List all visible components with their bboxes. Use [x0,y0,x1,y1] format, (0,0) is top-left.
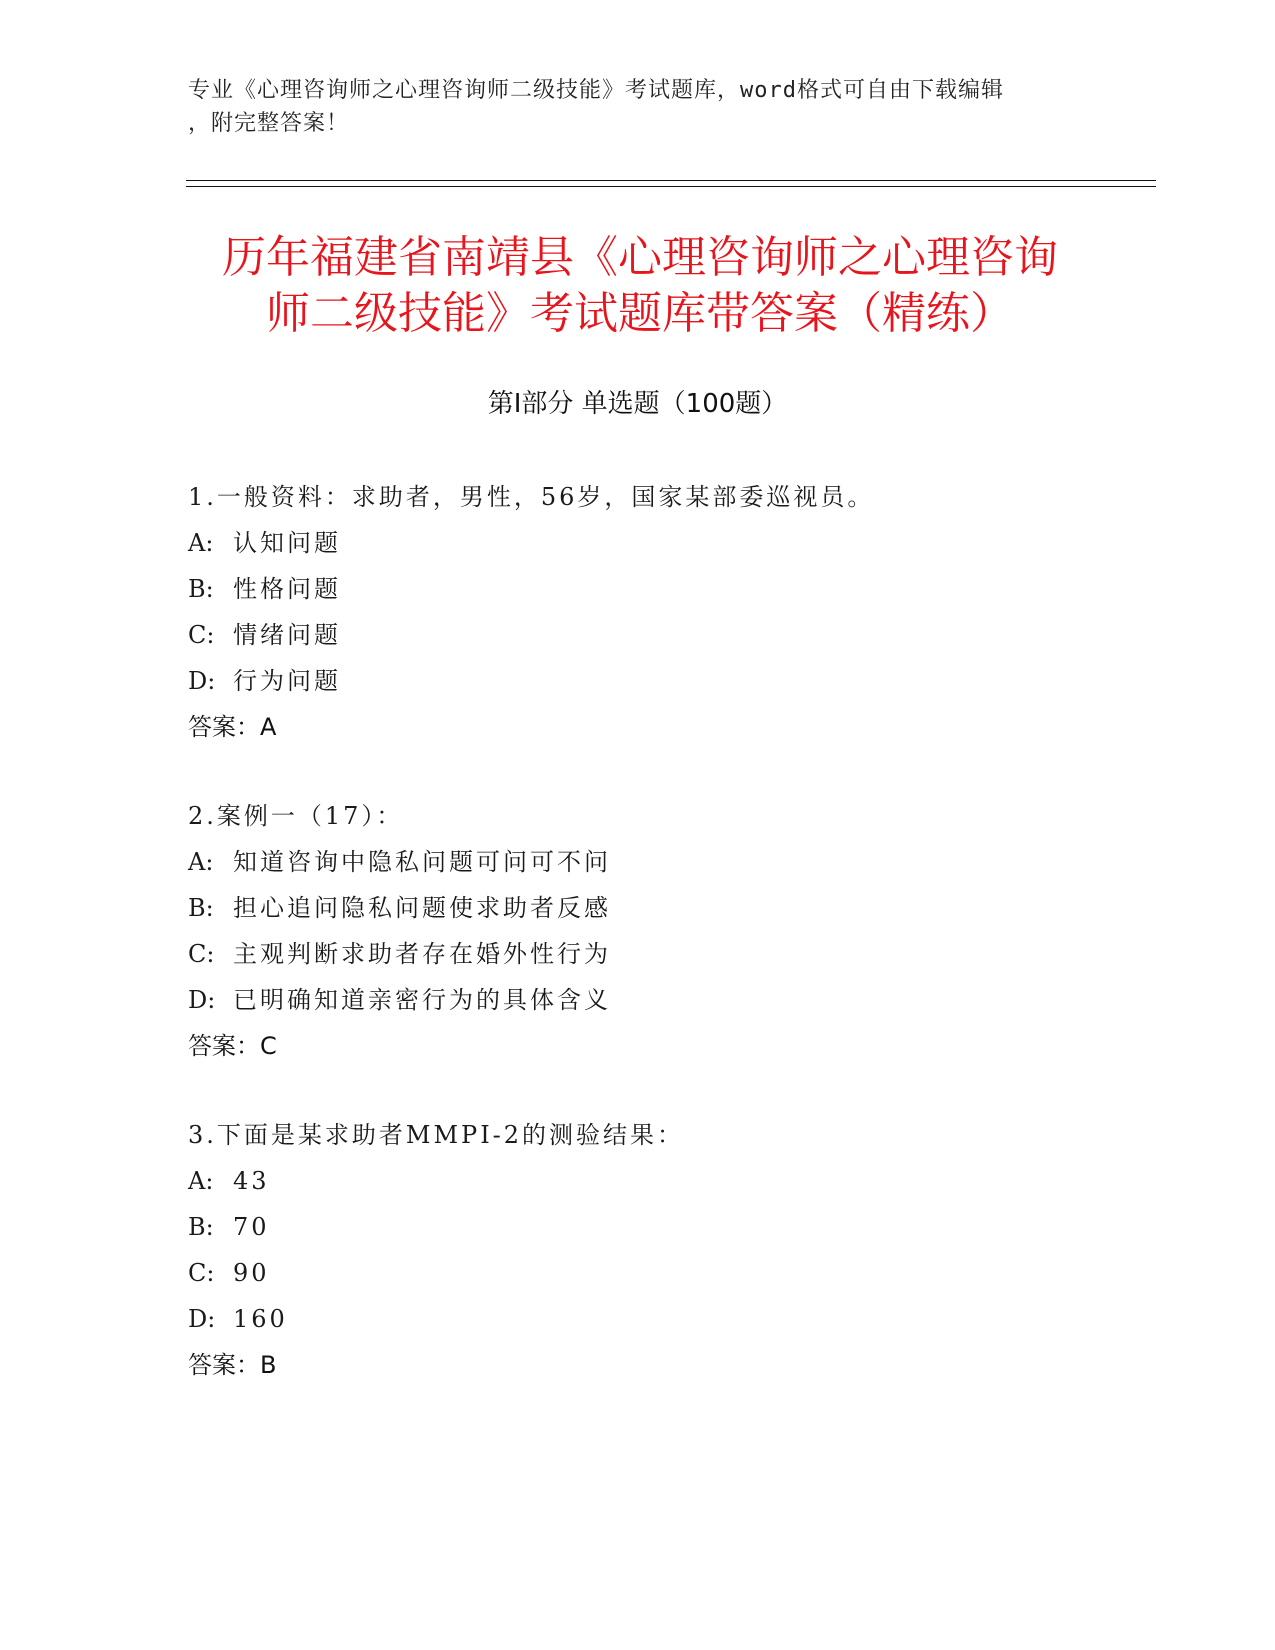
option-key: A: [188,848,214,876]
answer: 答案：C [188,1032,277,1060]
question-stem: 1.一般资料：求助者，男性，56岁，国家某部委巡视员。 [188,483,875,511]
option-key: D: [188,986,216,1014]
option-key: A: [188,1167,214,1195]
option-d [188,977,1088,1023]
answer: 答案：A [188,713,277,741]
header-note-line-1: 专业《心理咨询师之心理咨询师二级技能》考试题库，word格式可自由下载编辑 [188,78,1004,103]
header-divider-bottom [186,186,1156,187]
option-text: 90 [233,1259,270,1287]
option-d [188,1296,1088,1342]
option-a [188,839,1088,885]
option-key: A: [188,529,214,557]
option-text: 43 [233,1167,270,1195]
option-text: 情绪问题 [233,621,341,649]
option-text: 性格问题 [233,575,341,603]
option-key: D: [188,667,216,695]
option-text: 担心追问隐私问题使求助者反感 [233,894,611,922]
document-title-line-2: 师二级技能》考试题库带答案（精练） [266,288,1014,339]
question-stem: 3.下面是某求助者MMPI-2的测验结果： [188,1121,685,1149]
option-key: B: [188,575,214,603]
option-key: C: [188,621,215,649]
question-stem: 2.案例一（17）： [188,802,404,830]
question-3 [188,1112,1088,1388]
option-key: B: [188,1213,214,1241]
option-c [188,931,1088,977]
option-key: C: [188,940,215,968]
option-a [188,1158,1088,1204]
document-title [190,230,1090,342]
document-title-line-1: 历年福建省南靖县《心理咨询师之心理咨询 [222,232,1058,283]
option-text: 160 [233,1305,288,1333]
option-b [188,885,1088,931]
option-text: 主观判断求助者存在婚外性行为 [233,940,611,968]
option-b [188,566,1088,612]
option-c [188,1250,1088,1296]
header-divider-top [186,180,1156,181]
option-key: B: [188,894,214,922]
option-a [188,520,1088,566]
question-1 [188,474,1088,750]
option-text: 认知问题 [233,529,341,557]
question-2 [188,793,1088,1069]
option-text: 知道咨询中隐私问题可问可不问 [233,848,611,876]
option-c [188,612,1088,658]
option-key: C: [188,1259,215,1287]
option-d [188,658,1088,704]
section-title: 第Ⅰ部分 单选题（100题） [487,389,788,419]
option-key: D: [188,1305,216,1333]
option-text: 已明确知道亲密行为的具体含义 [233,986,611,1014]
option-text: 70 [233,1213,270,1241]
option-b [188,1204,1088,1250]
header-note-line-2: ，附完整答案！ [188,111,350,136]
option-text: 行为问题 [233,667,341,695]
answer: 答案：B [188,1351,277,1379]
header-note [188,74,1088,140]
